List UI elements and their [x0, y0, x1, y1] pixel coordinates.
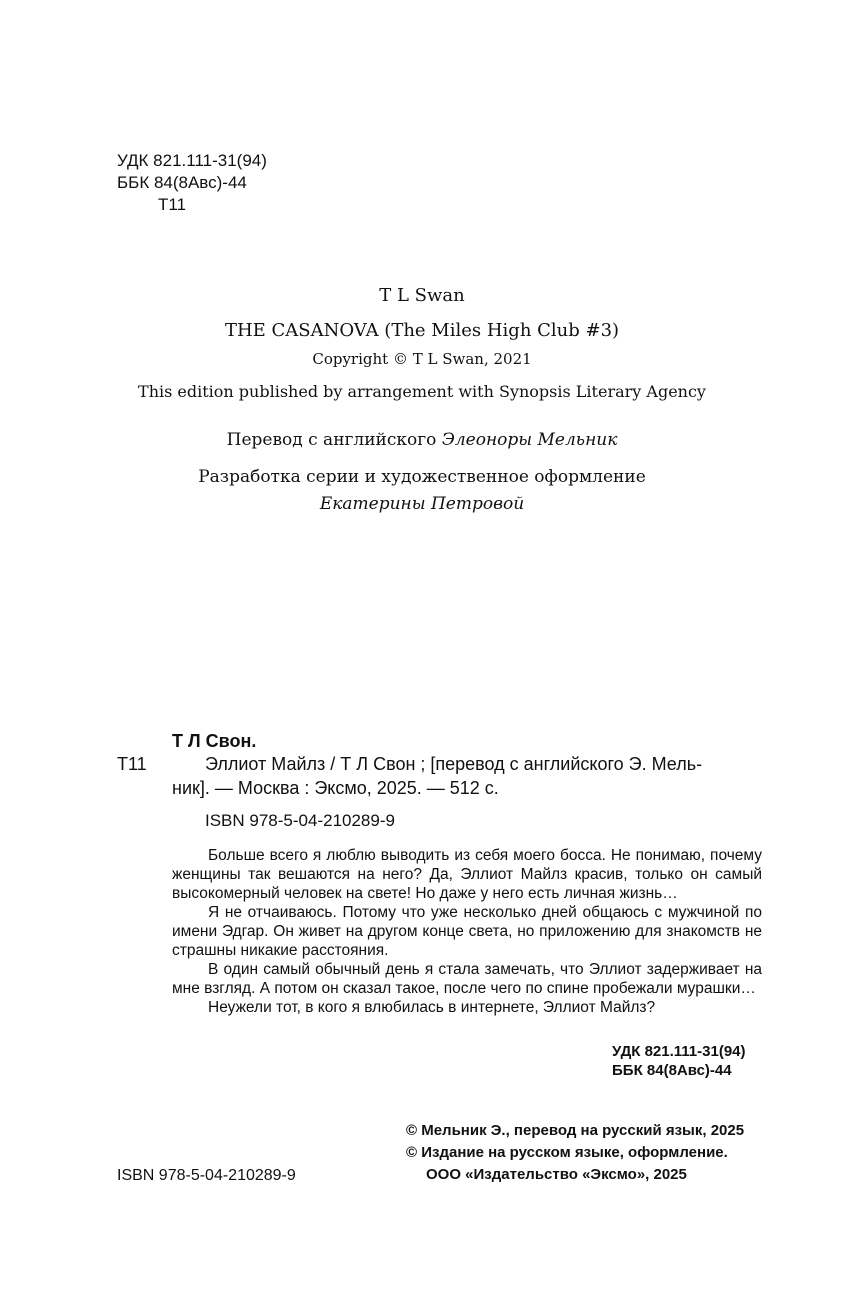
- annotation-paragraph: В один самый обычный день я стала замечать, что Эллиот задерживает на мне взгляд. А потом он сказал такое, после чего по спине пробежали мурашки…: [172, 961, 762, 997]
- annotation-paragraph: Больше всего я люблю выводить из себя моего босса. Не понимаю, почему женщины так вешаются на него? Да, Эллиот Майлз красив, только он самый высокомерный человек на свете! Но даже у него есть личная жизнь…: [172, 847, 762, 902]
- author-sign-code: Т11: [158, 195, 187, 214]
- catalog-line-2: ник]. — Москва : Эксмо, 2025. — 512 с.: [172, 778, 499, 798]
- edition-note: This edition published by arrangement with Synopsis Literary Agency: [138, 382, 706, 401]
- translation-copyright: © Мельник Э., перевод на русский язык, 2025: [406, 1122, 745, 1139]
- publisher-copyright: ООО «Издательство «Эксмо», 2025: [426, 1166, 687, 1183]
- title-en: THE CASANOVA (The Miles High Club #3): [224, 320, 620, 341]
- catalog-author: Т Л Свон.: [172, 731, 257, 751]
- edition-copyright: © Издание на русском языке, оформление.: [406, 1144, 728, 1161]
- bbk-code: ББК 84(8Авс)-44: [117, 173, 247, 192]
- translation-credit: [0, 429, 844, 451]
- author-en: T L Swan: [379, 285, 465, 306]
- isbn-footer: ISBN 978-5-04-210289-9: [117, 1167, 296, 1184]
- catalog-line-1: Эллиот Майлз / Т Л Свон ; [перевод с английского Э. Мель-: [205, 754, 703, 774]
- designer-name: Екатерины Петровой: [319, 494, 525, 514]
- bbk-code-footer: ББК 84(8Авс)-44: [612, 1062, 732, 1079]
- translator-name: Элеоноры Мельник: [441, 430, 618, 450]
- copyright-original: Copyright © T L Swan, 2021: [312, 350, 532, 368]
- design-credit: Разработка серии и художественное оформление: [198, 467, 646, 487]
- annotation: [172, 846, 762, 1017]
- translation-prefix: Перевод с английского: [226, 430, 442, 450]
- catalog-isbn: ISBN 978-5-04-210289-9: [205, 811, 395, 830]
- udk-code: УДК 821.111-31(94): [117, 151, 267, 170]
- catalog-code: Т11: [117, 754, 147, 774]
- annotation-paragraph: Я не отчаиваюсь. Потому что уже несколько дней общаюсь с мужчиной по имени Эдгар. Он живет на другом конце света, но приложению для знакомств не страшны никакие расстояния.: [172, 904, 762, 959]
- annotation-paragraph: Неужели тот, в кого я влюбилась в интернете, Эллиот Майлз?: [208, 999, 656, 1016]
- udk-code-footer: УДК 821.111-31(94): [612, 1043, 746, 1060]
